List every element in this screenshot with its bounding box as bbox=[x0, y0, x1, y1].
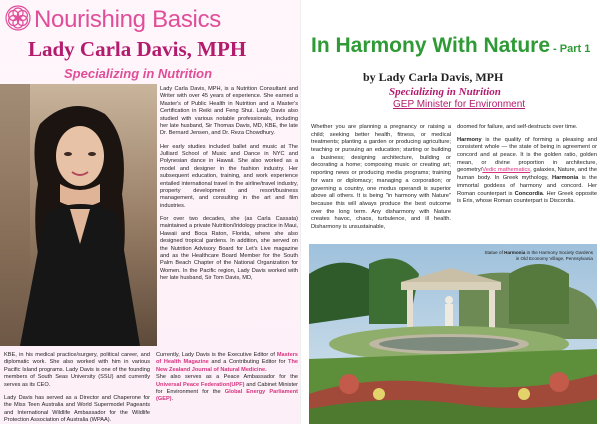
harmonia-garden-photo bbox=[309, 244, 597, 424]
article-text: is the immortal goddess of harmony and concord. Her Roman counterpart is bbox=[457, 175, 597, 197]
bio-text: Currently, Lady Davis is the Executive Editor of bbox=[156, 352, 277, 358]
concordia-term: Concordia bbox=[514, 190, 543, 197]
bio-paragraph: Her early studies included ballet and music at The Julliard School of Music and Dance in NYC and Polynesian dance in Hawaii. She also worked as a model and designer in the fashion industry. Her subsequent education, training, and work experience entailed international travel in the airline/travel industry, property development and resort/business management, and consulting in the art and film industries. bbox=[160, 143, 298, 209]
masters-of-health-link[interactable]: Masters of Health Magazine bbox=[156, 352, 298, 366]
author-title: Lady Carla Davis, MPH bbox=[28, 37, 247, 61]
harmony-term: Harmony bbox=[457, 136, 482, 143]
bio-paragraph bbox=[156, 352, 298, 374]
specialty-subtitle: Specializing in Nutrition bbox=[64, 66, 213, 81]
article-column-2 bbox=[457, 124, 597, 211]
photo-caption bbox=[483, 250, 593, 261]
article-part-label: - Part 1 bbox=[550, 43, 591, 55]
bio-text: She also serves as a Peace Ambassador for the bbox=[156, 374, 298, 381]
bio-paragraph bbox=[156, 374, 298, 404]
article-text: , galaxies, Nature, and the human body. In Greek mythology, bbox=[457, 167, 598, 182]
article-column-1 bbox=[311, 124, 451, 232]
bio-paragraph: Lady Carla Davis, MPH, is a Nutrition Consultant and Writer with over 45 years of experience. She earned a Master's of Public Health in Nutrition and a Master's Certification in Reiki and Feng Shui. Lady Davis also studied with various notable professionals, including her late husband, Sir Thomas Davis, MD, KBE, the late Dr. Bernard Jensen, and Dr. Reza Chowdhury. bbox=[160, 86, 298, 137]
bio-paragraph: KBE, in his medical practice/surgery, political career, and diplomatic work. She also worked with him in various Pacific Island programs. Lady Davis is one of the founding members of South Seas University (SSU) and currently serves as its CEO. bbox=[4, 352, 150, 388]
article-byline: by Lady Carla Davis, MPH bbox=[363, 70, 504, 84]
bio-column-bottom-left bbox=[4, 352, 150, 424]
gep-minister-link[interactable]: GEP Minister for Environment bbox=[393, 99, 526, 110]
vedic-mathematics-link[interactable]: Vedic mathematics bbox=[482, 167, 531, 174]
gep-link[interactable]: Global Energy Parliament (GEP) bbox=[156, 388, 298, 403]
bio-column-top bbox=[160, 86, 298, 288]
flower-logo-icon bbox=[4, 4, 32, 32]
article-paragraph: Whether you are planning a pregnancy or raising a child; seeking better health, fitness, or medical treatments; planting a garden or producing agriculture; teaching or pursuing an education; starting or building a business; designing architecture, building or decorating a home; composing music or creating art; reporting news or producing media programs; training for wars or diplomacy; managing a corporation; or governing a country, one modus operandi is superior above all others. It is being "in harmony with Nature" because this will always produce the best outcome over the long term. Any disharmony with Nature creates havoc, chaos, turbulence, and ill health. Disharmony is unsustainable, bbox=[311, 124, 451, 230]
caption-harmonia: Harmonia bbox=[504, 250, 526, 255]
article-text: . Her Greek opposite is Eris, whose Roman counterpart is Discordia. bbox=[457, 190, 597, 205]
bio-text: . bbox=[171, 396, 174, 403]
upf-link[interactable]: Universal Peace Federation(UPF) bbox=[156, 381, 245, 388]
bio-text: and a Contributing Editor for bbox=[208, 359, 289, 366]
article-title-text: In Harmony With Nature bbox=[311, 34, 550, 57]
nz-journal-link[interactable]: The New Zealand Journal of Natural Medicine. bbox=[156, 359, 298, 373]
author-specialty: Specializing in Nutrition bbox=[389, 86, 501, 98]
bio-paragraph: Lady Davis has served as a Director and Chaperone for the Miss Teen Australia and World Supermodel Pageants and International Wildlife Ambassador for the Wildlife Protection Association of Australia (WPAA). bbox=[4, 394, 150, 423]
brand-title: Nourishing Basics bbox=[34, 6, 221, 33]
article-title bbox=[311, 34, 590, 58]
harmonia-term: Harmonia bbox=[552, 175, 579, 182]
caption-text: in the Harmony Society Gardens in Old Economy Village, Pennsylvania bbox=[515, 250, 593, 261]
bio-column-bottom-right bbox=[156, 352, 298, 404]
article-text: is the quality of forming a pleasing and consistent whole — the state of being in agreement or concord and at peace. It is the golden ratio, golden mean, or divine proportion in architecture, geometry/ bbox=[457, 136, 597, 174]
bio-paragraph: For over two decades, she (as Carla Cassata) maintained a private Nutrition/Iridology practice in Maui, Hawaii and Boca Raton, Florida, where she also designed tropical gardens. In addition, she served on the Nutrition Advisory Board for Let's Live magazine and as the Healthcare Board Member for the South Palm Beach Chapter of the National Organization for Women. In the Pacific region, Lady Davis worked with her late husband, Sir Tom Davis, MD, bbox=[160, 216, 298, 281]
article-paragraph: doomed for failure, and self-destructs over time. bbox=[457, 124, 578, 130]
right-page bbox=[300, 0, 600, 424]
bio-text: and Cabinet Minister for Environment for the bbox=[156, 381, 299, 395]
article-paragraph bbox=[457, 137, 597, 206]
author-portrait-photo bbox=[0, 84, 157, 346]
caption-text: Statue of bbox=[484, 250, 505, 255]
